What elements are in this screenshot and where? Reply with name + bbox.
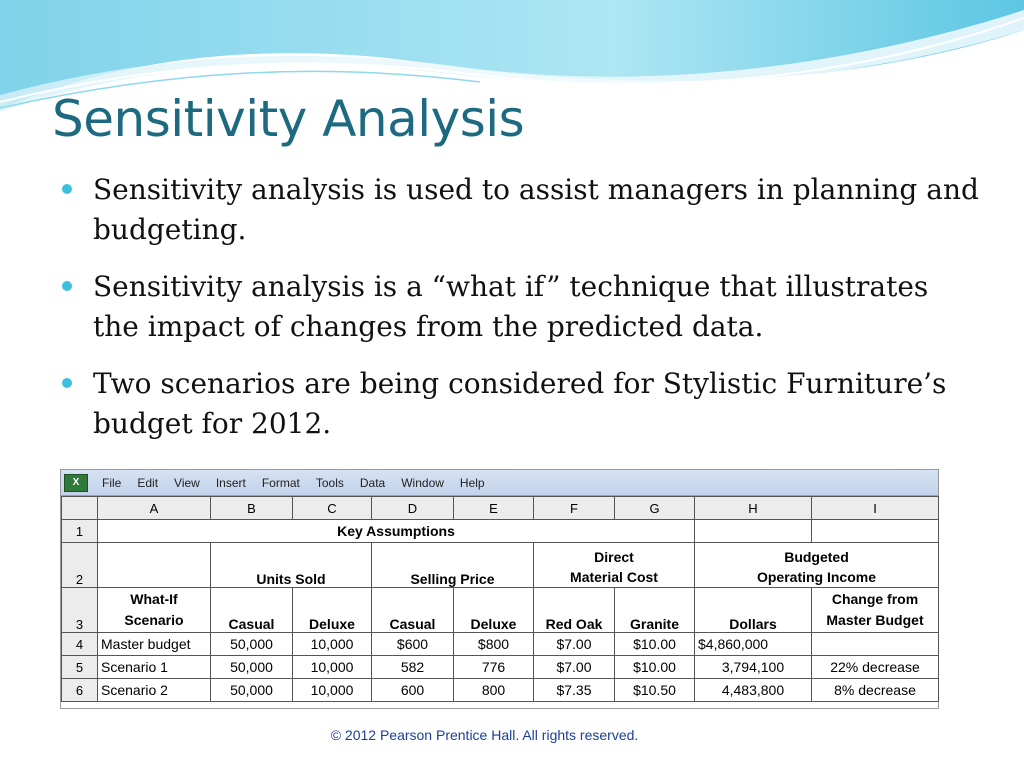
cell[interactable]: $7.00 — [534, 633, 615, 656]
cell[interactable]: 4,483,800 — [695, 679, 812, 702]
subheader-cell[interactable]: Casual — [211, 588, 293, 633]
menu-format[interactable]: Format — [261, 475, 300, 490]
table-row — [62, 656, 939, 679]
menu-file[interactable]: File — [102, 475, 122, 490]
bullet-item — [62, 364, 982, 444]
column-header[interactable]: C — [293, 497, 372, 520]
bullet-icon — [62, 281, 72, 291]
menu-tools[interactable]: Tools — [315, 475, 344, 490]
subheader-cell[interactable]: Deluxe — [293, 588, 372, 633]
header-line: What-If — [130, 591, 178, 607]
cell[interactable]: $10.50 — [615, 679, 695, 702]
cell[interactable]: $600 — [372, 633, 454, 656]
copyright-text: © 2012 Pearson Prentice Hall. All rights reserved. — [330, 727, 639, 743]
row-header[interactable]: 3 — [62, 588, 98, 633]
bullet-icon — [62, 184, 72, 194]
table-row — [62, 543, 939, 588]
cell[interactable]: 10,000 — [293, 633, 372, 656]
header-line: Material Cost — [570, 569, 658, 585]
menu-insert[interactable]: Insert — [215, 475, 246, 490]
cell[interactable] — [695, 520, 812, 543]
cell[interactable]: $800 — [454, 633, 534, 656]
excel-menubar — [61, 470, 938, 496]
subheader-cell[interactable]: Granite — [615, 588, 695, 633]
spreadsheet-screenshot — [60, 469, 939, 709]
bullet-icon — [62, 378, 72, 388]
cell[interactable]: 50,000 — [211, 633, 293, 656]
cell[interactable]: Master budget — [98, 633, 211, 656]
cell[interactable]: 3,794,100 — [695, 656, 812, 679]
subheader-cell[interactable]: Red Oak — [534, 588, 615, 633]
menu-view[interactable]: View — [174, 475, 200, 490]
cell[interactable]: 582 — [372, 656, 454, 679]
header-line: Master Budget — [826, 612, 924, 628]
menu-data[interactable]: Data — [359, 475, 386, 490]
excel-app-icon: X — [64, 474, 88, 492]
column-header-row — [62, 497, 939, 520]
header-line: Change from — [831, 591, 919, 607]
cell[interactable]: $10.00 — [615, 633, 695, 656]
column-header[interactable]: F — [534, 497, 615, 520]
budgeted-operating-income-header[interactable] — [695, 543, 939, 588]
table-row — [62, 633, 939, 656]
row-header[interactable]: 6 — [62, 679, 98, 702]
table-row — [62, 588, 939, 633]
row-header[interactable]: 1 — [62, 520, 98, 543]
cell[interactable]: 50,000 — [211, 656, 293, 679]
cell[interactable]: 776 — [454, 656, 534, 679]
column-header[interactable]: D — [372, 497, 454, 520]
table-row — [62, 520, 939, 543]
key-assumptions-cell[interactable]: Key Assumptions — [98, 520, 695, 543]
header-line: Budgeted — [784, 549, 849, 565]
header-line: Operating Income — [756, 569, 877, 585]
row-header[interactable]: 5 — [62, 656, 98, 679]
cell[interactable]: Scenario 2 — [98, 679, 211, 702]
subheader-cell[interactable]: Casual — [372, 588, 454, 633]
copyright-footer — [0, 727, 1024, 743]
column-header[interactable]: G — [615, 497, 695, 520]
column-header[interactable]: B — [211, 497, 293, 520]
slide-title: Sensitivity Analysis — [52, 90, 525, 148]
table-row — [62, 679, 939, 702]
cell[interactable]: 8% decrease — [812, 679, 939, 702]
bullet-item — [62, 267, 982, 347]
direct-material-cost-header[interactable] — [534, 543, 695, 588]
row-header[interactable]: 4 — [62, 633, 98, 656]
menu-edit[interactable]: Edit — [137, 475, 159, 490]
column-header[interactable]: H — [695, 497, 812, 520]
row-header[interactable]: 2 — [62, 543, 98, 588]
bullet-text: Sensitivity analysis is a “what if” technique that illustrates the impact of changes from the predicted data. — [93, 270, 929, 343]
spreadsheet-grid — [61, 496, 939, 702]
cell[interactable]: 600 — [372, 679, 454, 702]
subheader-cell[interactable]: Dollars — [695, 588, 812, 633]
column-header[interactable]: A — [98, 497, 211, 520]
column-header[interactable]: I — [812, 497, 939, 520]
cell[interactable]: 10,000 — [293, 679, 372, 702]
selling-price-header[interactable]: Selling Price — [372, 543, 534, 588]
cell[interactable]: 50,000 — [211, 679, 293, 702]
cell[interactable]: 800 — [454, 679, 534, 702]
cell[interactable]: $4,860,000 — [695, 633, 812, 656]
header-line: Direct — [594, 549, 634, 565]
subheader-cell[interactable]: Deluxe — [454, 588, 534, 633]
menu-window[interactable]: Window — [401, 475, 444, 490]
select-all-corner[interactable] — [62, 497, 98, 520]
header-line: Scenario — [124, 612, 184, 628]
what-if-scenario-header[interactable] — [98, 588, 211, 633]
bullet-item — [62, 170, 982, 250]
bullet-text: Two scenarios are being considered for Stylistic Furniture’s budget for 2012. — [93, 367, 947, 440]
cell[interactable] — [812, 520, 939, 543]
menu-help[interactable]: Help — [459, 475, 485, 490]
units-sold-header[interactable]: Units Sold — [211, 543, 372, 588]
cell[interactable]: 22% decrease — [812, 656, 939, 679]
bullet-list — [62, 170, 982, 461]
change-from-master-header[interactable] — [812, 588, 939, 633]
cell[interactable]: $10.00 — [615, 656, 695, 679]
cell[interactable]: $7.00 — [534, 656, 615, 679]
bullet-text: Sensitivity analysis is used to assist managers in planning and budgeting. — [93, 173, 979, 246]
cell[interactable]: $7.35 — [534, 679, 615, 702]
cell[interactable]: 10,000 — [293, 656, 372, 679]
cell[interactable] — [812, 633, 939, 656]
cell[interactable] — [98, 543, 211, 588]
cell[interactable]: Scenario 1 — [98, 656, 211, 679]
column-header[interactable]: E — [454, 497, 534, 520]
